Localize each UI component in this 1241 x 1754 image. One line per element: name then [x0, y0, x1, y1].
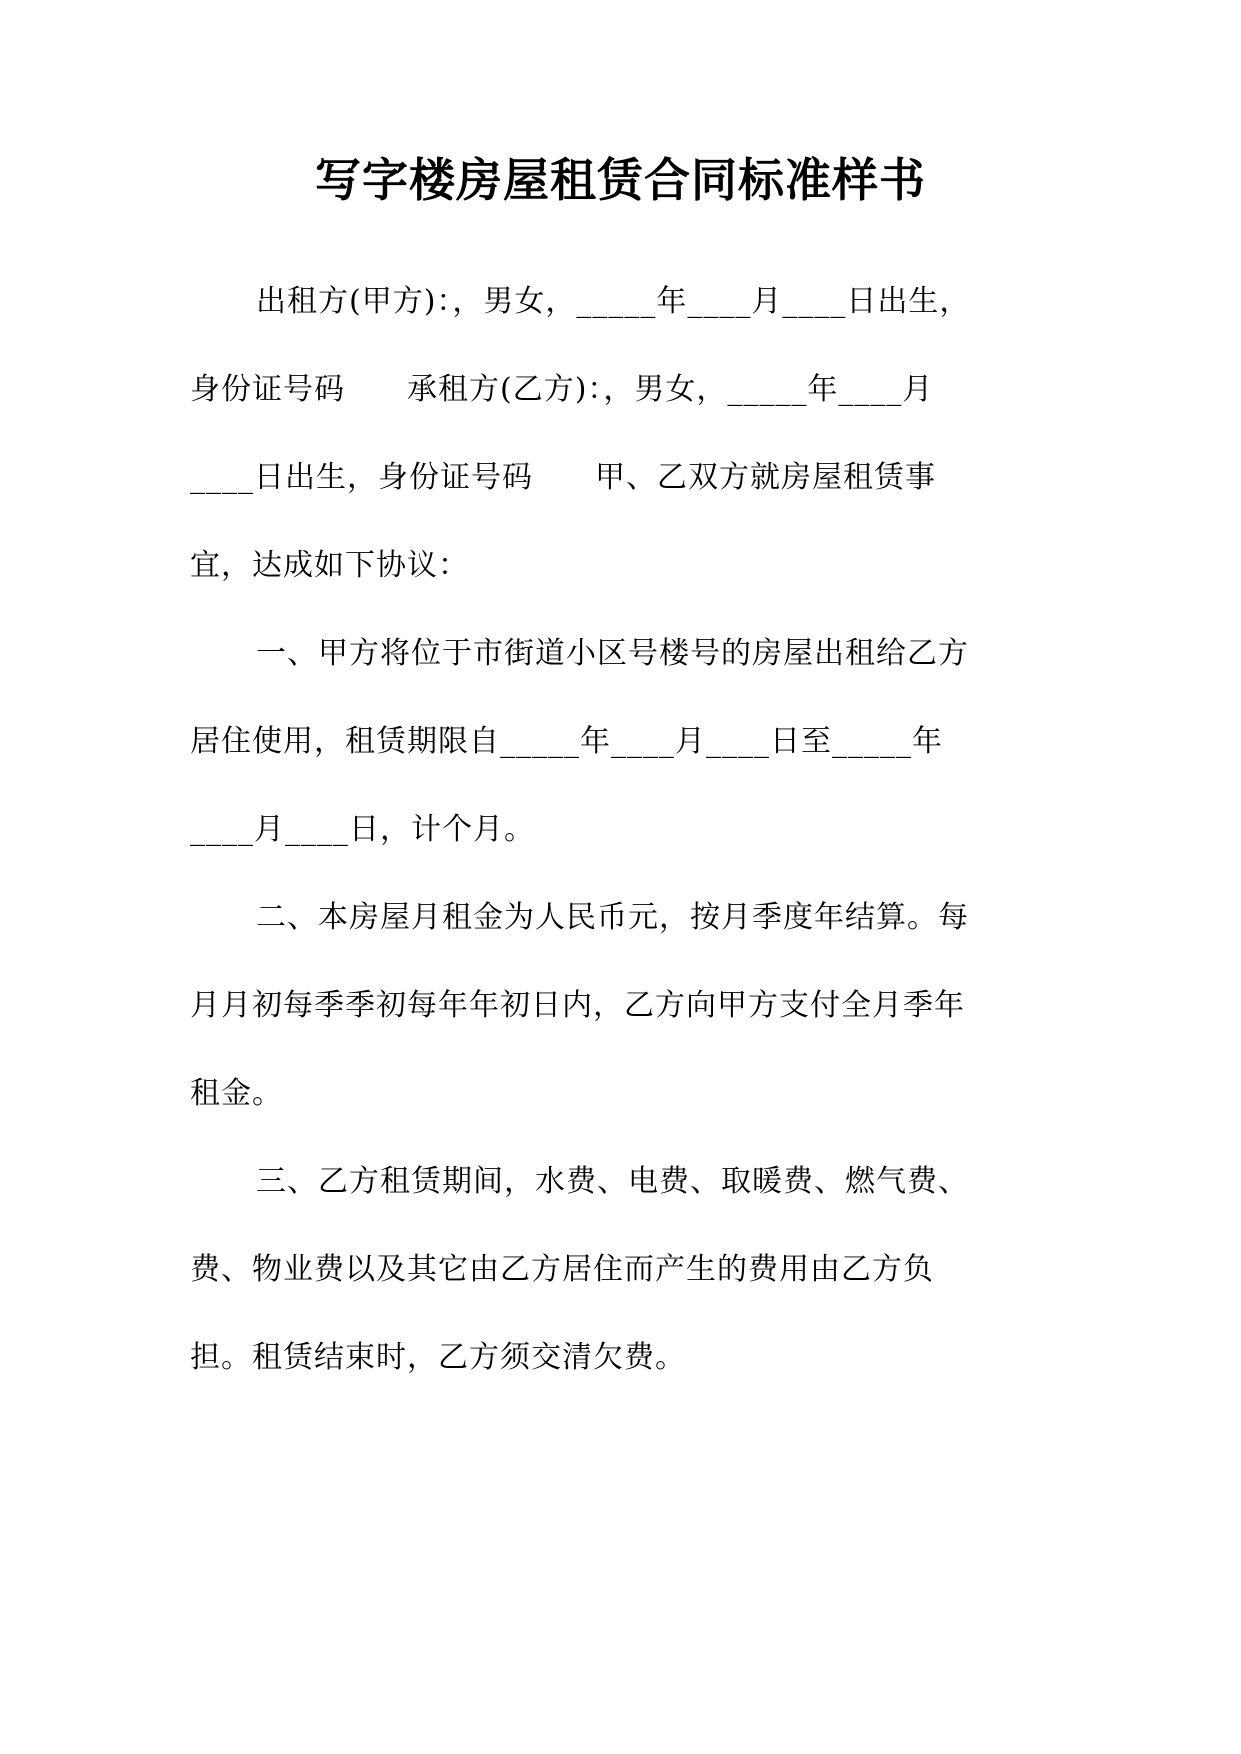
clause-2-line-1: 二、本房屋月租金为人民币元，按月季度年结算。每	[256, 900, 969, 935]
paragraph-1-line-2: 身份证号码 承租方(乙方)：，男女，_____年____月	[190, 372, 934, 407]
clause-1-line-2: 居住使用，租赁期限自_____年____月____日至_____年	[190, 724, 943, 759]
paragraph-1-line-4: 宜，达成如下协议：	[190, 548, 469, 583]
paragraph-1-line-1: 出租方(甲方)：，男女，_____年____月____日出生，	[256, 284, 971, 319]
clause-3-line-3: 担。租赁结束时，乙方须交清欠费。	[190, 1340, 686, 1375]
clause-1-line-1: 一、甲方将位于市街道小区号楼号的房屋出租给乙方	[256, 636, 969, 671]
clause-1-line-3: ____月____日，计个月。	[190, 812, 535, 847]
clause-2-line-3: 租金。	[190, 1076, 283, 1111]
clause-3-line-2: 费、物业费以及其它由乙方居住而产生的费用由乙方负	[190, 1252, 934, 1287]
document-title: 写字楼房屋租赁合同标准样书	[315, 153, 926, 207]
paragraph-1-line-3: ____日出生，身份证号码 甲、乙双方就房屋租赁事	[190, 460, 936, 495]
clause-3-line-1: 三、乙方租赁期间，水费、电费、取暖费、燃气费、	[256, 1164, 969, 1199]
clause-2-line-2: 月月初每季季初每年年初日内，乙方向甲方支付全月季年	[190, 988, 965, 1023]
